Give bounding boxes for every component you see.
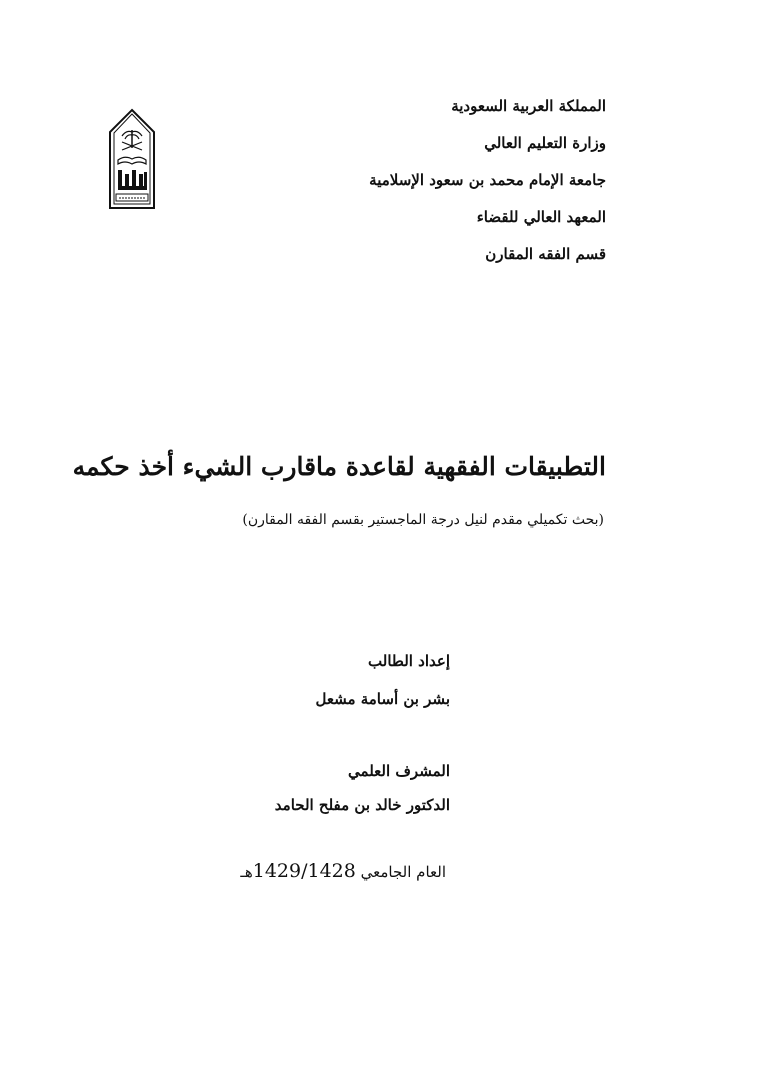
academic-year-value: 1429/1428: [252, 860, 356, 882]
supervisor-name: الدكتور خالد بن مفلح الحامد: [274, 796, 450, 814]
student-label: إعداد الطالب: [368, 652, 450, 670]
header-institute: المعهد العالي للقضاء: [476, 208, 606, 226]
student-label-block: [220, 652, 450, 670]
supervisor-label-block: [220, 762, 450, 780]
student-name: بشر بن أسامة مشعل: [315, 690, 450, 708]
student-name-block: [220, 690, 450, 708]
supervisor-label: المشرف العلمي: [348, 762, 450, 780]
university-logo: [108, 108, 156, 212]
header-ministry: وزارة التعليم العالي: [484, 134, 606, 152]
thesis-subtitle: (بحث تكميلي مقدم لنيل درجة الماجستير بقسم الفقه المقارن): [242, 512, 604, 528]
academic-year-suffix: هـ: [240, 863, 253, 881]
thesis-title: التطبيقات الفقهية لقاعدة ماقارب الشيء أخذ حكمه: [72, 452, 606, 481]
academic-year: [236, 860, 446, 882]
header-department: قسم الفقه المقارن: [485, 245, 606, 263]
institution-header: [276, 92, 606, 277]
supervisor-name-block: [220, 796, 450, 814]
academic-year-label: العام الجامعي: [360, 863, 446, 881]
header-university: جامعة الإمام محمد بن سعود الإسلامية: [369, 171, 606, 189]
university-emblem-icon: [108, 108, 156, 212]
header-country: المملكة العربية السعودية: [451, 97, 606, 115]
